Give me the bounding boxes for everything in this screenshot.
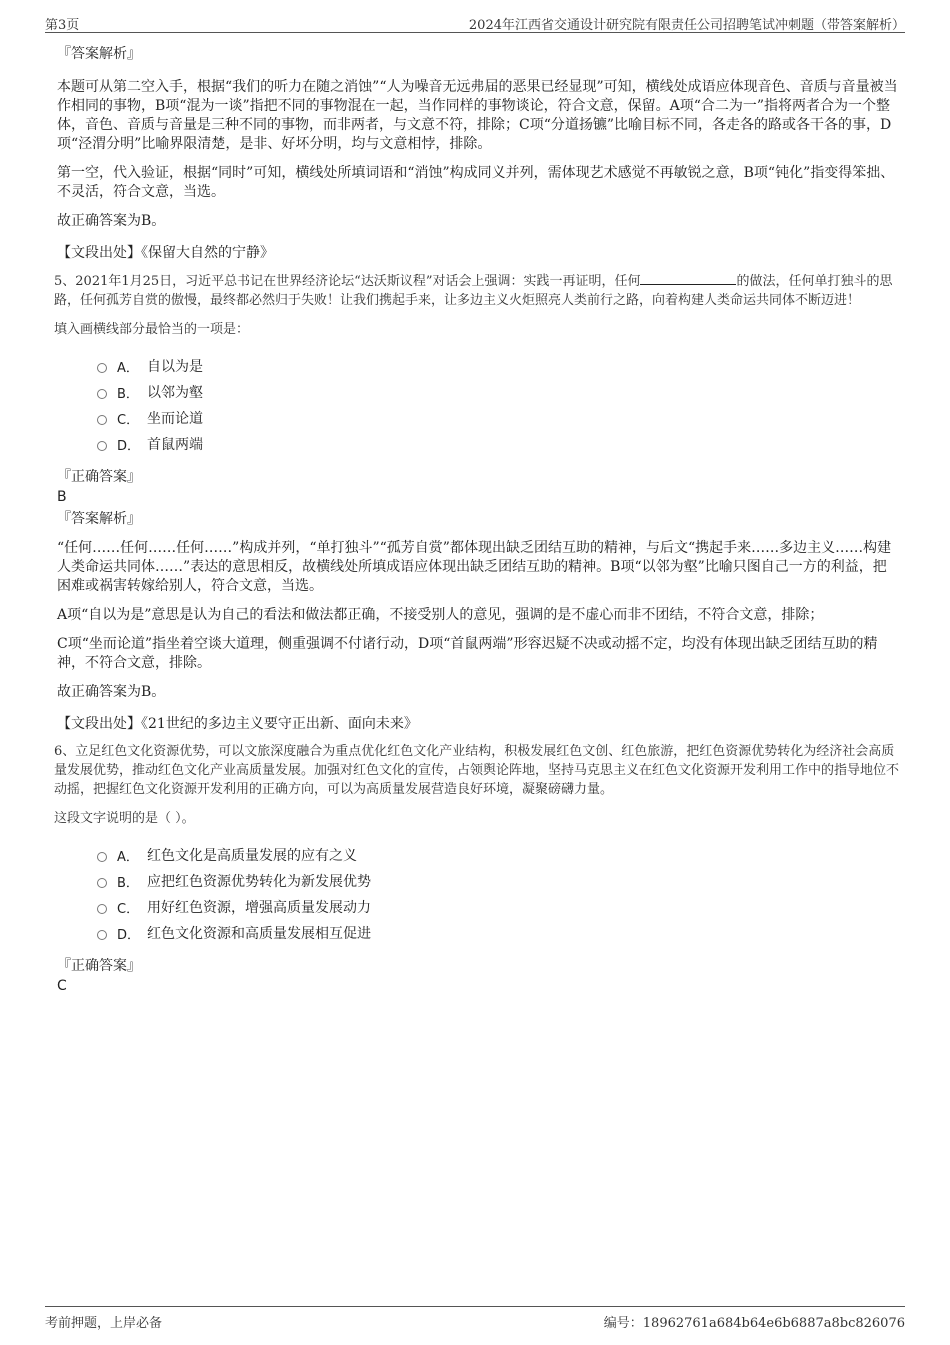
radio-icon[interactable] bbox=[97, 363, 107, 373]
page-footer bbox=[45, 1306, 905, 1331]
q6-block bbox=[54, 742, 900, 996]
q6-answer-label: 『正确答案』 bbox=[57, 958, 141, 974]
radio-icon[interactable] bbox=[97, 852, 107, 862]
q4-block bbox=[57, 44, 900, 263]
q6-options bbox=[97, 842, 900, 946]
q6-option-d[interactable] bbox=[97, 920, 900, 946]
option-text: 红色文化资源和高质量发展相互促进 bbox=[147, 926, 371, 942]
document-body bbox=[54, 44, 900, 998]
q5-option-b[interactable] bbox=[97, 379, 900, 405]
option-letter: C． bbox=[117, 412, 140, 428]
q5-stem-before: 5、2021年1月25日，习近平总书记在世界经济论坛“达沃斯议程”对话会上强调：实践一再证明，任何 bbox=[54, 274, 641, 289]
option-letter: B． bbox=[117, 875, 139, 891]
option-text: 自以为是 bbox=[147, 359, 203, 375]
radio-icon[interactable] bbox=[97, 389, 107, 399]
radio-icon[interactable] bbox=[97, 904, 107, 914]
option-letter: A． bbox=[117, 849, 139, 865]
q5-stem-after: 的做法，任何单打独斗的思路，任何孤芳自赏的傲慢，最终都必然归于失败！让我们携起手来，让多边主义火炬照亮人类前行之路，向着构建人类命运共同体不断迈进！ bbox=[54, 274, 893, 308]
q6-prompt: 这段文字说明的是（ ）。 bbox=[54, 811, 195, 826]
option-letter: B． bbox=[117, 386, 139, 402]
option-text: 应把红色资源优势转化为新发展优势 bbox=[147, 874, 371, 890]
q5-analysis-p4: 故正确答案为B。 bbox=[57, 684, 166, 700]
document-id: 编号：18962761a684b64e6b6887a8bc826076 bbox=[603, 1316, 905, 1331]
option-letter: A． bbox=[117, 360, 139, 376]
q6-answer: C bbox=[57, 978, 67, 994]
q5-source bbox=[57, 714, 900, 734]
q5-analysis-label: 『答案解析』 bbox=[57, 511, 141, 527]
q5-option-a[interactable] bbox=[97, 353, 900, 379]
page-header bbox=[45, 14, 905, 33]
q6-option-a[interactable] bbox=[97, 842, 900, 868]
document-title: 2024年江西省交通设计研究院有限责任公司招聘笔试冲刺题（带答案解析） bbox=[468, 18, 905, 33]
q5-analysis-p2: A项“自以为是”意思是认为自己的看法和做法都正确，不接受别人的意见，强调的是不虚心而非不团结，不符合文意，排除； bbox=[57, 607, 824, 623]
option-text: 坐而论道 bbox=[147, 411, 203, 427]
radio-icon[interactable] bbox=[97, 441, 107, 451]
q5-analysis-p1: “任何……任何……任何……”构成并列，“单打独斗”“孤芳自赏”都体现出缺乏团结互助的精神，与后文“携起手来……多边主义……构建人类命运共同体……”表达的意思相反，故横线处所填成语应体现出缺乏团结互助的精神。B项“以邻为壑”比喻只图自己一方的利益，把困难或祸害转嫁给别人，符合文意，当选。 bbox=[57, 540, 892, 594]
q4-source-title: 《保留大自然的宁静》 bbox=[141, 245, 274, 261]
q5-stem bbox=[54, 271, 900, 310]
q5-option-c[interactable] bbox=[97, 405, 900, 431]
option-text: 用好红色资源，增强高质量发展动力 bbox=[147, 900, 371, 916]
q4-source bbox=[57, 243, 900, 263]
q4-analysis-p1: 本题可从第二空入手，根据“我们的听力在随之消蚀”“人为噪音无远弗届的恶果已经显现”可知，横线处成语应体现音色、音质与音量被当作相同的事物，B项“混为一谈”指把不同的事物混在一起，当作同样的事物谈论，符合文意，保留。A项“合二为一”指将两者合为一个整体，音色、音质与音量是三种不同的事物，而非两者，与文意不符，排除；C项“分道扬镳”比喻目标不同，各走各的路或各干各的事，D项“泾渭分明”比喻界限清楚，是非、好坏分明，均与文意相悖，排除。 bbox=[57, 79, 898, 152]
q4-analysis-p3: 故正确答案为B。 bbox=[57, 213, 166, 229]
q5-answer-label: 『正确答案』 bbox=[57, 469, 141, 485]
radio-icon[interactable] bbox=[97, 930, 107, 940]
q6-option-b[interactable] bbox=[97, 868, 900, 894]
footer-slogan: 考前押题，上岸必备 bbox=[45, 1316, 163, 1331]
q5-option-d[interactable] bbox=[97, 431, 900, 457]
radio-icon[interactable] bbox=[97, 415, 107, 425]
option-text: 以邻为壑 bbox=[147, 385, 203, 401]
q5-options bbox=[97, 353, 900, 457]
option-letter: D． bbox=[117, 927, 141, 943]
q5-blank bbox=[640, 271, 736, 285]
q5-source-title: 《21世纪的多边主义要守正出新、面向未来》 bbox=[141, 716, 418, 732]
q4-source-label: 【文段出处】 bbox=[57, 245, 141, 261]
option-letter: D． bbox=[117, 438, 141, 454]
q4-analysis-label: 『答案解析』 bbox=[57, 46, 141, 62]
q5-prompt: 填入画横线部分最恰当的一项是： bbox=[54, 322, 250, 337]
q5-analysis-p3: C项“坐而论道”指坐着空谈大道理，侧重强调不付诸行动，D项“首鼠两端”形容迟疑不决或动摇不定，均没有体现出缺乏团结互助的精神，不符合文意，排除。 bbox=[57, 636, 878, 671]
q5-answer: B bbox=[57, 489, 67, 505]
q4-analysis-p2: 第一空，代入验证，根据“同时”可知，横线处所填词语和“消蚀”构成同义并列，需体现艺术感觉不再敏锐之意，B项“钝化”指变得笨拙、不灵活，符合文意，当选。 bbox=[57, 165, 895, 200]
radio-icon[interactable] bbox=[97, 878, 107, 888]
q6-stem: 6、立足红色文化资源优势，可以文旅深度融合为重点优化红色文化产业结构，积极发展红色文创、红色旅游，把红色资源优势转化为经济社会高质量发展优势，推动红色文化产业高质量发展。加强对红色文化的宣传，占领舆论阵地，坚持马克思主义在红色文化资源开发利用工作中的指导地位不动摇，把握红色文化资源开发利用的正确方向，可以为高质量发展营造良好环境，凝聚磅礴力量。 bbox=[54, 744, 900, 797]
q5-source-label: 【文段出处】 bbox=[57, 716, 141, 732]
option-letter: C． bbox=[117, 901, 140, 917]
q5-block bbox=[54, 271, 900, 734]
page-number: 第3页 bbox=[45, 18, 80, 33]
q6-option-c[interactable] bbox=[97, 894, 900, 920]
option-text: 首鼠两端 bbox=[147, 437, 203, 453]
option-text: 红色文化是高质量发展的应有之义 bbox=[147, 848, 357, 864]
